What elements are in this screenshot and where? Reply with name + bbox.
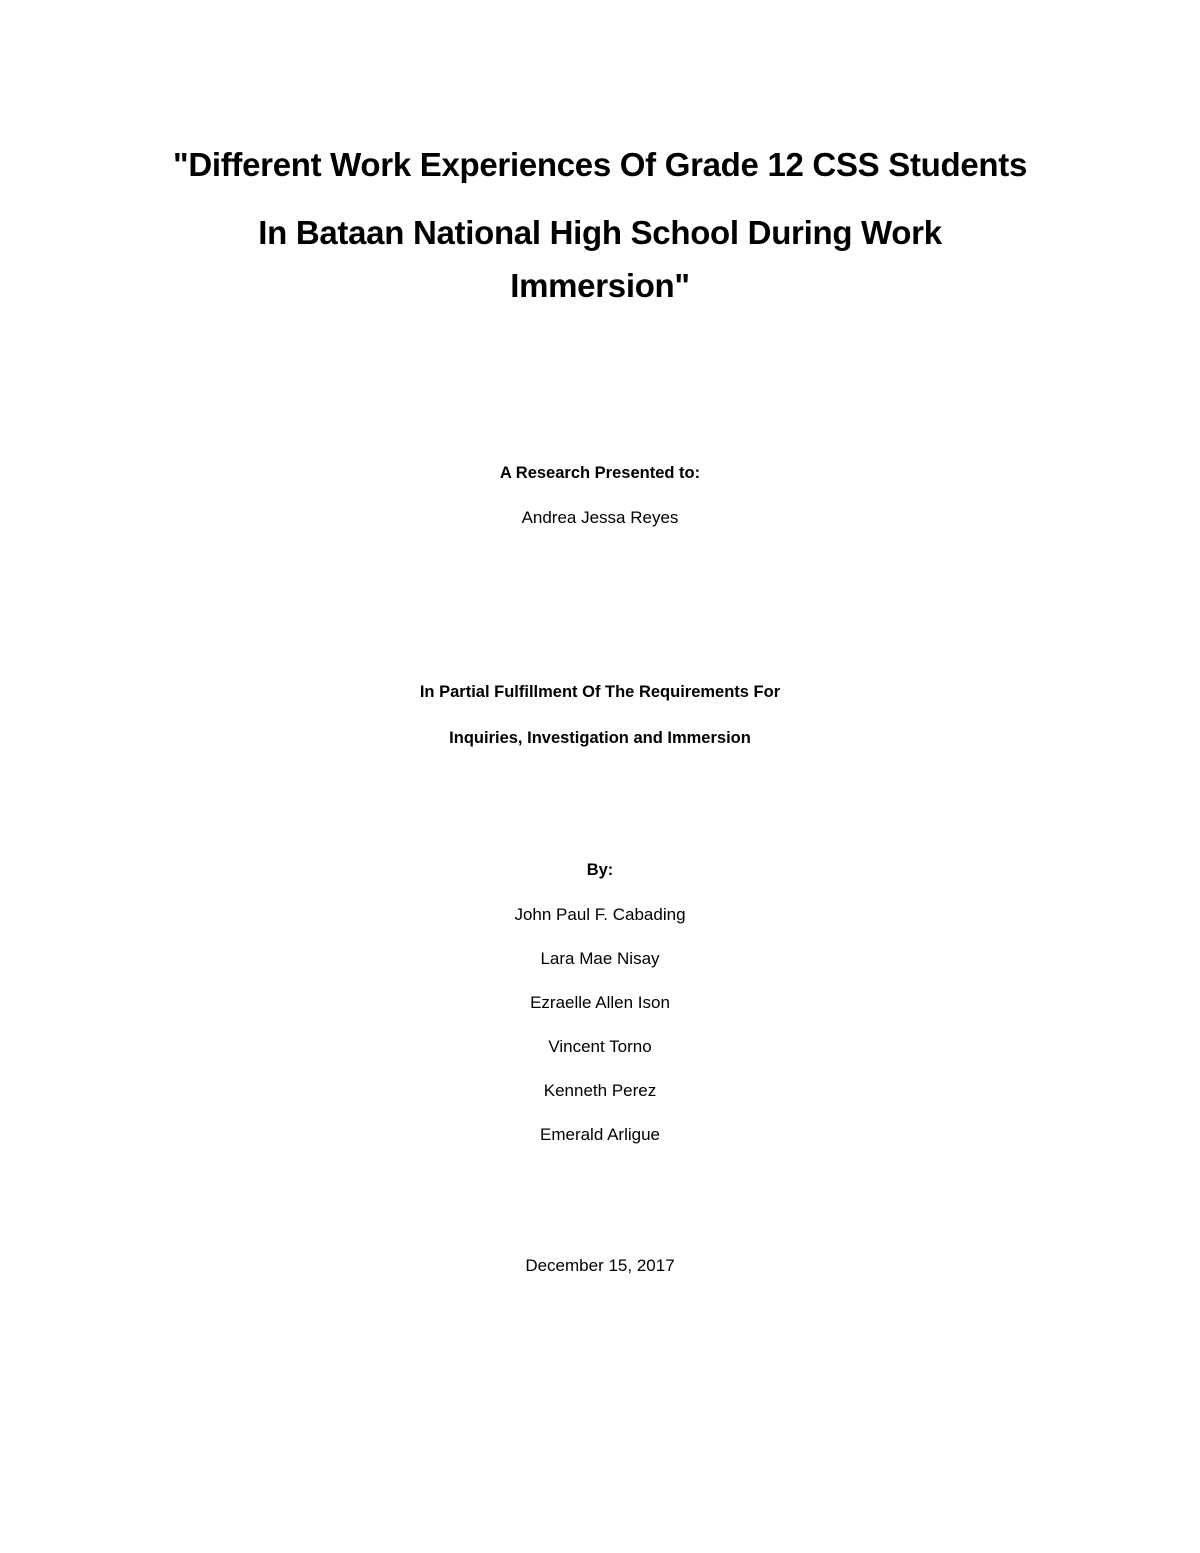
author-name: John Paul F. Cabading	[514, 905, 686, 924]
author-name: Ezraelle Allen Ison	[530, 993, 670, 1012]
title-line-1: "Different Work Experiences Of Grade 12 CSS Students	[172, 146, 1028, 183]
title-line-3: Immersion"	[510, 267, 690, 304]
presented-name: Andrea Jessa Reyes	[521, 508, 679, 527]
fulfillment-line-2: Inquiries, Investigation and Immersion	[449, 729, 751, 747]
author-name: Kenneth Perez	[543, 1081, 657, 1100]
fulfillment-line-1: In Partial Fulfillment Of The Requirements For	[419, 683, 781, 701]
authors-label: By:	[586, 861, 614, 879]
author-name: Emerald Arligue	[539, 1125, 660, 1144]
title-line-2: In Bataan National High School During Work	[258, 214, 942, 251]
author-name: Vincent Torno	[548, 1037, 652, 1056]
presented-label: A Research Presented to:	[499, 464, 701, 482]
author-name: Lara Mae Nisay	[540, 949, 660, 968]
date: December 15, 2017	[525, 1256, 675, 1275]
